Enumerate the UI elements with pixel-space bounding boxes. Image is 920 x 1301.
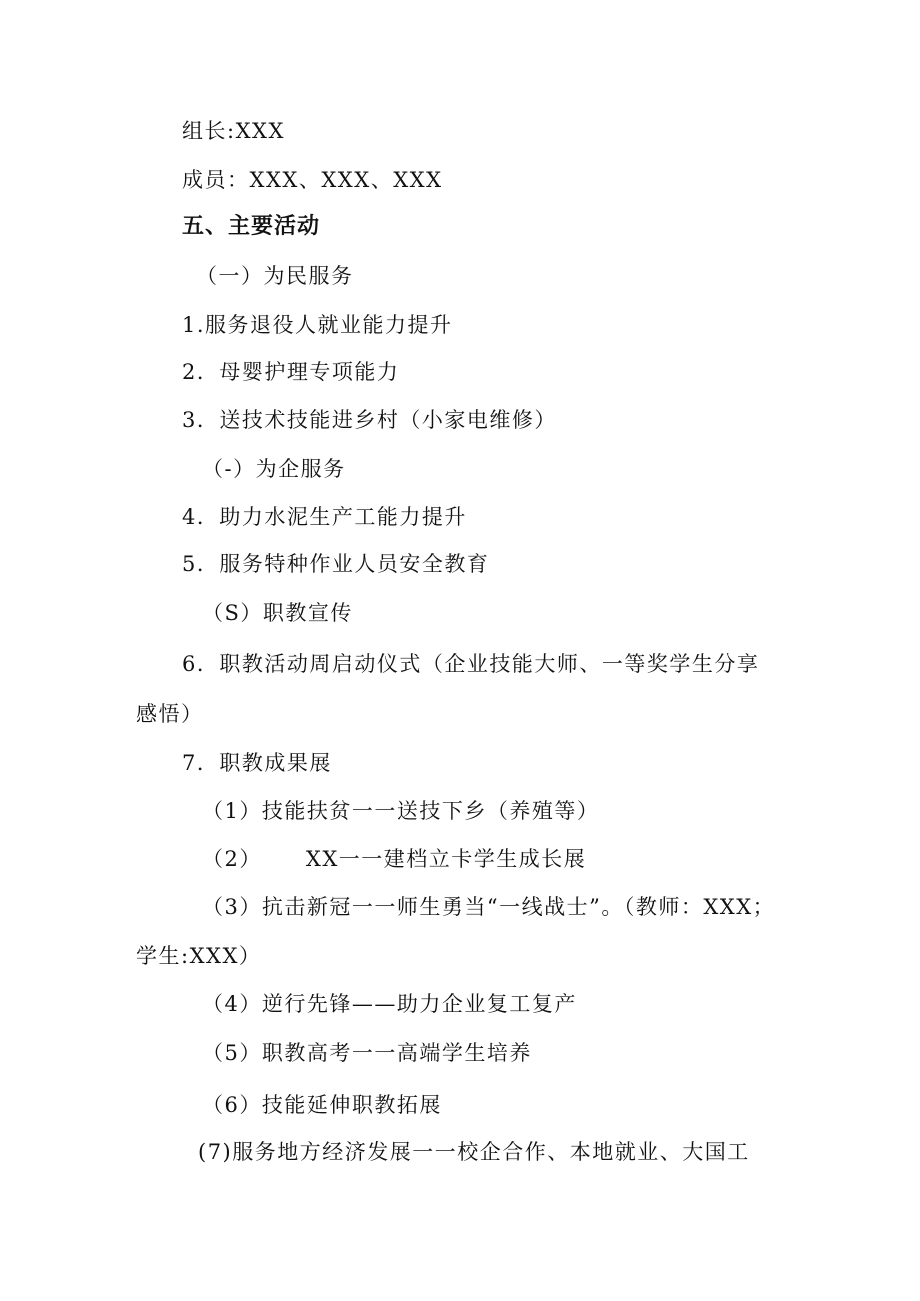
list-item-4: 4．助力水泥生产工能力提升	[182, 505, 467, 529]
sub-item-3-continuation: 学生:XXX）	[136, 944, 262, 968]
subheading-vocational-promotion: （S）职教宣传	[202, 601, 353, 625]
list-item-2: 2．母婴护理专项能力	[182, 360, 400, 384]
subheading-serve-people: （一）为民服务	[196, 264, 354, 288]
sub-item-4: （4）逆行先锋——助力企业复工复产	[202, 992, 577, 1016]
sub-item-7: (7)服务地方经济发展一一校企合作、本地就业、大国工	[198, 1140, 750, 1164]
sub-item-2-number: （2）	[202, 847, 262, 871]
list-item-6-continuation: 感悟）	[136, 702, 204, 726]
sub-item-2	[202, 845, 586, 873]
subheading-serve-enterprises: （-）为企服务	[202, 457, 346, 481]
section-heading-main-activities: 五、主要活动	[182, 214, 321, 239]
sub-item-1: （1）技能扶贫一一送技下乡（养殖等）	[202, 799, 600, 823]
list-item-1: 1.服务退役人就业能力提升	[182, 313, 453, 337]
members-line: 成员：XXX、XXX、XXX	[182, 168, 443, 192]
leader-line: 组长:XXX	[182, 119, 285, 143]
list-item-6: 6．职教活动周启动仪式（企业技能大师、一等奖学生分享	[182, 652, 760, 676]
list-item-5: 5．服务特种作业人员安全教育	[182, 552, 490, 576]
sub-item-5: （5）职教高考一一高端学生培养	[202, 1041, 532, 1065]
sub-item-6: （6）技能延伸职教拓展	[202, 1093, 442, 1117]
sub-item-3: （3）抗击新冠一一师生勇当“一线战士”。（教师：XXX；	[202, 895, 776, 919]
list-item-3: 3．送技术技能进乡村（小家电维修）	[182, 408, 557, 432]
list-item-7: 7．职教成果展	[182, 751, 332, 775]
sub-item-2-text: XX一一建档立卡学生成长展	[305, 847, 587, 871]
